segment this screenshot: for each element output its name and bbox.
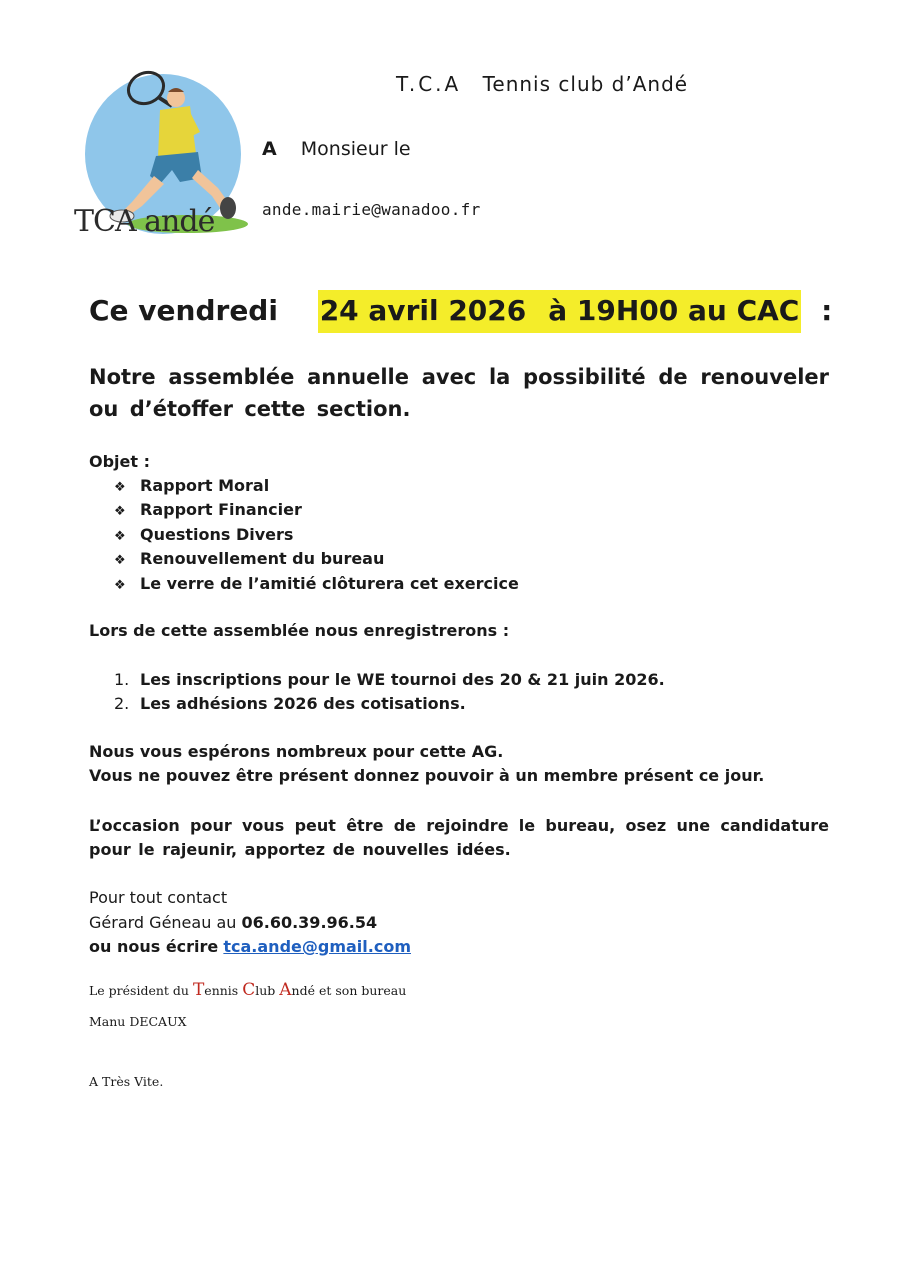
join-paragraph: L’occasion pour vous peut être de rejoindre le bureau, osez une candidature pour le rajeunir, apportez de nouvelles idées. <box>89 816 829 859</box>
recipient-email: ande.mairie@wanadoo.fr <box>262 200 481 219</box>
bullet-icon: ❖ <box>114 504 126 520</box>
contact-email-line: ou nous écrire tca.ande@gmail.com <box>89 937 411 956</box>
headline-colon: : <box>821 294 833 327</box>
addressee-prefix: A <box>262 138 277 160</box>
club-name: Tennis club d’Andé <box>482 72 689 96</box>
list-item: ❖ Rapport Moral <box>114 474 519 498</box>
list-item: ❖ Renouvellement du bureau <box>114 547 519 571</box>
bullet-icon: ❖ <box>114 577 126 593</box>
bullet-icon: ❖ <box>114 480 126 495</box>
contact-label: Pour tout contact <box>89 888 228 907</box>
hope-paragraph <box>89 740 764 788</box>
addressee: Monsieur le <box>300 138 411 160</box>
contact-person: Gérard Géneau <box>89 912 212 932</box>
addressee-line <box>262 138 411 160</box>
contact-block <box>89 886 411 960</box>
list-item: ❖ Questions Divers <box>114 523 519 547</box>
intro-paragraph: Notre assemblée annuelle avec la possibilité de renouveler ou d’étoffer cette section. <box>89 365 829 421</box>
hope-line-1: Nous vous espérons nombreux pour cette AG. <box>89 742 504 761</box>
list-item: 1. Les inscriptions pour le WE tournoi des 20 & 21 juin 2026. <box>114 670 665 689</box>
bullet-icon: ❖ <box>114 528 126 544</box>
contact-person-line: Gérard Géneau au 06.60.39.96.54 <box>89 912 378 932</box>
club-abbr: T.C.A <box>396 72 462 96</box>
president-name: Manu DECAUX <box>89 1014 187 1029</box>
logo-wordmark: TCA andé <box>74 204 215 239</box>
closing-text: A Très Vite. <box>89 1074 164 1089</box>
list-item: 2. Les adhésions 2026 des cotisations. <box>114 694 466 713</box>
headline-lead: Ce vendredi <box>89 294 278 327</box>
headline-date: 24 avril 2026 <box>319 294 527 327</box>
signature-line: Le président du Tennis Club Andé et son bureau <box>89 980 407 1000</box>
list-item: ❖ Rapport Financier <box>114 498 519 522</box>
club-title <box>396 72 688 96</box>
club-logo <box>68 62 258 242</box>
hope-line-2: Vous ne pouvez être présent donnez pouvoir à un membre présent ce jour. <box>89 766 765 785</box>
headline-highlight <box>318 290 802 333</box>
objet-list <box>114 474 519 596</box>
contact-phone: 06.60.39.96.54 <box>241 912 378 932</box>
objet-label: Objet : <box>89 452 151 471</box>
bullet-icon: ❖ <box>114 553 126 569</box>
registrations-list <box>114 668 665 716</box>
registrations-label: Lors de cette assemblée nous enregistrerons : <box>89 621 510 640</box>
headline <box>89 294 832 327</box>
contact-email-link[interactable]: tca.ande@gmail.com <box>223 937 411 956</box>
headline-time-place: à 19H00 au CAC <box>548 294 800 327</box>
list-item: ❖ Le verre de l’amitié clôturera cet exercice <box>114 572 519 596</box>
